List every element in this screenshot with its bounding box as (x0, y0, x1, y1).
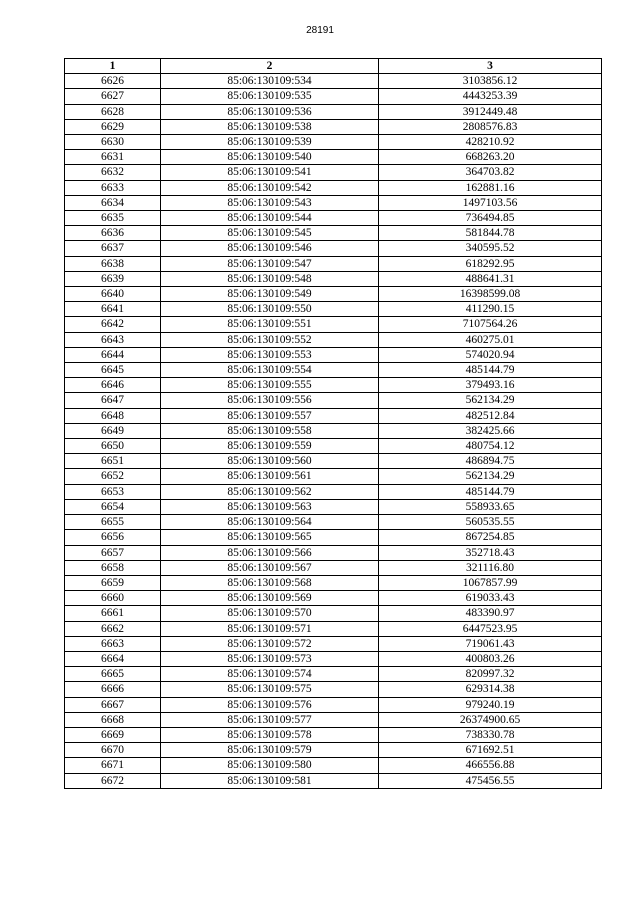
table-cell: 6641 (65, 302, 161, 317)
table-cell: 6666 (65, 682, 161, 697)
table-row (65, 150, 602, 165)
table-cell: 581844.78 (379, 226, 602, 241)
table-cell: 85:06:130109:539 (161, 135, 379, 150)
table-cell: 3912449.48 (379, 104, 602, 119)
table-cell: 162881.16 (379, 180, 602, 195)
table-cell: 6657 (65, 545, 161, 560)
table-cell: 85:06:130109:555 (161, 378, 379, 393)
table-row (65, 515, 602, 530)
table-row (65, 226, 602, 241)
table-row (65, 591, 602, 606)
table-row (65, 454, 602, 469)
table-cell: 85:06:130109:565 (161, 530, 379, 545)
table-cell: 6653 (65, 484, 161, 499)
table-cell: 574020.94 (379, 347, 602, 362)
table-row (65, 545, 602, 560)
table-cell: 428210.92 (379, 135, 602, 150)
table-cell: 480754.12 (379, 439, 602, 454)
table-row (65, 667, 602, 682)
table-cell: 85:06:130109:563 (161, 499, 379, 514)
table-header-row (65, 59, 602, 74)
table-row (65, 211, 602, 226)
table-cell: 7107564.26 (379, 317, 602, 332)
table-row (65, 682, 602, 697)
table-cell: 6656 (65, 530, 161, 545)
table-cell: 1067857.99 (379, 575, 602, 590)
table-cell: 6627 (65, 89, 161, 104)
table-cell: 85:06:130109:554 (161, 363, 379, 378)
table-cell: 352718.43 (379, 545, 602, 560)
table-cell: 85:06:130109:552 (161, 332, 379, 347)
table-row (65, 697, 602, 712)
table-cell: 6655 (65, 515, 161, 530)
table-cell: 26374900.65 (379, 712, 602, 727)
table-row (65, 195, 602, 210)
table-cell: 6447523.95 (379, 621, 602, 636)
table-cell: 85:06:130109:541 (161, 165, 379, 180)
table-cell: 340595.52 (379, 241, 602, 256)
table-row (65, 712, 602, 727)
table-cell: 85:06:130109:534 (161, 74, 379, 89)
table-cell: 85:06:130109:572 (161, 636, 379, 651)
table-cell: 85:06:130109:580 (161, 758, 379, 773)
table-cell: 1497103.56 (379, 195, 602, 210)
table-cell: 558933.65 (379, 499, 602, 514)
table-row (65, 773, 602, 788)
data-table (64, 58, 602, 789)
table-row (65, 104, 602, 119)
table-row (65, 241, 602, 256)
table-cell: 85:06:130109:564 (161, 515, 379, 530)
table-cell: 6663 (65, 636, 161, 651)
table-cell: 85:06:130109:578 (161, 727, 379, 742)
table-cell: 6643 (65, 332, 161, 347)
table-cell: 6665 (65, 667, 161, 682)
table-cell: 482512.84 (379, 408, 602, 423)
table-cell: 6668 (65, 712, 161, 727)
table-cell: 85:06:130109:562 (161, 484, 379, 499)
table-cell: 6633 (65, 180, 161, 195)
table-cell: 85:06:130109:567 (161, 560, 379, 575)
table-row (65, 317, 602, 332)
table-cell: 820997.32 (379, 667, 602, 682)
table-cell: 382425.66 (379, 423, 602, 438)
table-row (65, 439, 602, 454)
table-cell: 321116.80 (379, 560, 602, 575)
table-row (65, 302, 602, 317)
table-cell: 485144.79 (379, 363, 602, 378)
table-row (65, 469, 602, 484)
table-cell: 466556.88 (379, 758, 602, 773)
table-cell: 6658 (65, 560, 161, 575)
table-cell: 85:06:130109:577 (161, 712, 379, 727)
table-row (65, 743, 602, 758)
table-cell: 85:06:130109:545 (161, 226, 379, 241)
table-cell: 6638 (65, 256, 161, 271)
table-cell: 560535.55 (379, 515, 602, 530)
table-row (65, 408, 602, 423)
table-row (65, 575, 602, 590)
table-row (65, 363, 602, 378)
table-cell: 6660 (65, 591, 161, 606)
table-cell: 85:06:130109:553 (161, 347, 379, 362)
table-cell: 85:06:130109:573 (161, 651, 379, 666)
table-cell: 2808576.83 (379, 119, 602, 134)
table-cell: 6651 (65, 454, 161, 469)
table-cell: 6648 (65, 408, 161, 423)
table-cell: 85:06:130109:544 (161, 211, 379, 226)
table-row (65, 636, 602, 651)
table-cell: 6631 (65, 150, 161, 165)
table-cell: 85:06:130109:571 (161, 621, 379, 636)
table-cell: 6646 (65, 378, 161, 393)
table-cell: 85:06:130109:549 (161, 287, 379, 302)
table-cell: 85:06:130109:566 (161, 545, 379, 560)
table-cell: 6659 (65, 575, 161, 590)
table-row (65, 606, 602, 621)
table-cell: 6642 (65, 317, 161, 332)
table-row (65, 287, 602, 302)
table-cell: 85:06:130109:561 (161, 469, 379, 484)
table-cell: 979240.19 (379, 697, 602, 712)
table-row (65, 256, 602, 271)
table-cell: 6640 (65, 287, 161, 302)
table-cell: 736494.85 (379, 211, 602, 226)
table-row (65, 423, 602, 438)
table-cell: 867254.85 (379, 530, 602, 545)
table-cell: 460275.01 (379, 332, 602, 347)
table-cell: 85:06:130109:568 (161, 575, 379, 590)
table-cell: 486894.75 (379, 454, 602, 469)
table-cell: 475456.55 (379, 773, 602, 788)
table-row (65, 89, 602, 104)
column-header: 1 (65, 59, 161, 74)
table-cell: 488641.31 (379, 271, 602, 286)
table-row (65, 165, 602, 180)
table-cell: 6630 (65, 135, 161, 150)
table-row (65, 484, 602, 499)
column-header: 3 (379, 59, 602, 74)
table-row (65, 378, 602, 393)
table-cell: 668263.20 (379, 150, 602, 165)
table-cell: 85:06:130109:536 (161, 104, 379, 119)
table-cell: 562134.29 (379, 469, 602, 484)
table-cell: 85:06:130109:556 (161, 393, 379, 408)
table-cell: 85:06:130109:570 (161, 606, 379, 621)
table-cell: 85:06:130109:559 (161, 439, 379, 454)
table-cell: 6662 (65, 621, 161, 636)
table-row (65, 560, 602, 575)
table-row (65, 180, 602, 195)
table-cell: 6669 (65, 727, 161, 742)
page-number: 28191 (306, 25, 334, 36)
table-cell: 671692.51 (379, 743, 602, 758)
table-cell: 85:06:130109:538 (161, 119, 379, 134)
table-cell: 6639 (65, 271, 161, 286)
table-row (65, 499, 602, 514)
table-cell: 6645 (65, 363, 161, 378)
table-row (65, 135, 602, 150)
table-cell: 85:06:130109:579 (161, 743, 379, 758)
table-cell: 85:06:130109:542 (161, 180, 379, 195)
table-cell: 562134.29 (379, 393, 602, 408)
column-header: 2 (161, 59, 379, 74)
table-cell: 85:06:130109:551 (161, 317, 379, 332)
table-body (65, 74, 602, 789)
table-cell: 85:06:130109:574 (161, 667, 379, 682)
table-cell: 85:06:130109:543 (161, 195, 379, 210)
table-cell: 85:06:130109:576 (161, 697, 379, 712)
table-row (65, 621, 602, 636)
table-cell: 6632 (65, 165, 161, 180)
table-cell: 85:06:130109:547 (161, 256, 379, 271)
table-cell: 85:06:130109:548 (161, 271, 379, 286)
table-cell: 85:06:130109:581 (161, 773, 379, 788)
table-cell: 85:06:130109:540 (161, 150, 379, 165)
table-cell: 6667 (65, 697, 161, 712)
table-row (65, 758, 602, 773)
table-row (65, 393, 602, 408)
table-cell: 6629 (65, 119, 161, 134)
table-cell: 411290.15 (379, 302, 602, 317)
table-cell: 364703.82 (379, 165, 602, 180)
table-cell: 16398599.08 (379, 287, 602, 302)
table-cell: 6644 (65, 347, 161, 362)
table-cell: 85:06:130109:557 (161, 408, 379, 423)
table-row (65, 347, 602, 362)
table-cell: 400803.26 (379, 651, 602, 666)
table-row (65, 332, 602, 347)
table-cell: 738330.78 (379, 727, 602, 742)
table-cell: 85:06:130109:558 (161, 423, 379, 438)
table-cell: 6672 (65, 773, 161, 788)
table-cell: 6671 (65, 758, 161, 773)
table-cell: 6649 (65, 423, 161, 438)
table-row (65, 119, 602, 134)
table-cell: 6664 (65, 651, 161, 666)
table-cell: 85:06:130109:560 (161, 454, 379, 469)
table-cell: 85:06:130109:535 (161, 89, 379, 104)
table-cell: 629314.38 (379, 682, 602, 697)
table-row (65, 530, 602, 545)
table-cell: 85:06:130109:550 (161, 302, 379, 317)
table-cell: 6636 (65, 226, 161, 241)
table-cell: 379493.16 (379, 378, 602, 393)
table-cell: 6634 (65, 195, 161, 210)
table-cell: 6670 (65, 743, 161, 758)
table-cell: 6628 (65, 104, 161, 119)
table-cell: 3103856.12 (379, 74, 602, 89)
table-cell: 483390.97 (379, 606, 602, 621)
table-cell: 85:06:130109:569 (161, 591, 379, 606)
table-cell: 4443253.39 (379, 89, 602, 104)
table-cell: 6637 (65, 241, 161, 256)
table-cell: 719061.43 (379, 636, 602, 651)
table-cell: 85:06:130109:575 (161, 682, 379, 697)
table-cell: 85:06:130109:546 (161, 241, 379, 256)
table-row (65, 727, 602, 742)
table-cell: 618292.95 (379, 256, 602, 271)
table-cell: 485144.79 (379, 484, 602, 499)
table-cell: 6650 (65, 439, 161, 454)
table-cell: 6647 (65, 393, 161, 408)
table-cell: 6635 (65, 211, 161, 226)
table-row (65, 271, 602, 286)
table-row (65, 74, 602, 89)
table-cell: 6654 (65, 499, 161, 514)
table-row (65, 651, 602, 666)
table-cell: 6626 (65, 74, 161, 89)
table-cell: 619033.43 (379, 591, 602, 606)
table-cell: 6661 (65, 606, 161, 621)
table-cell: 6652 (65, 469, 161, 484)
